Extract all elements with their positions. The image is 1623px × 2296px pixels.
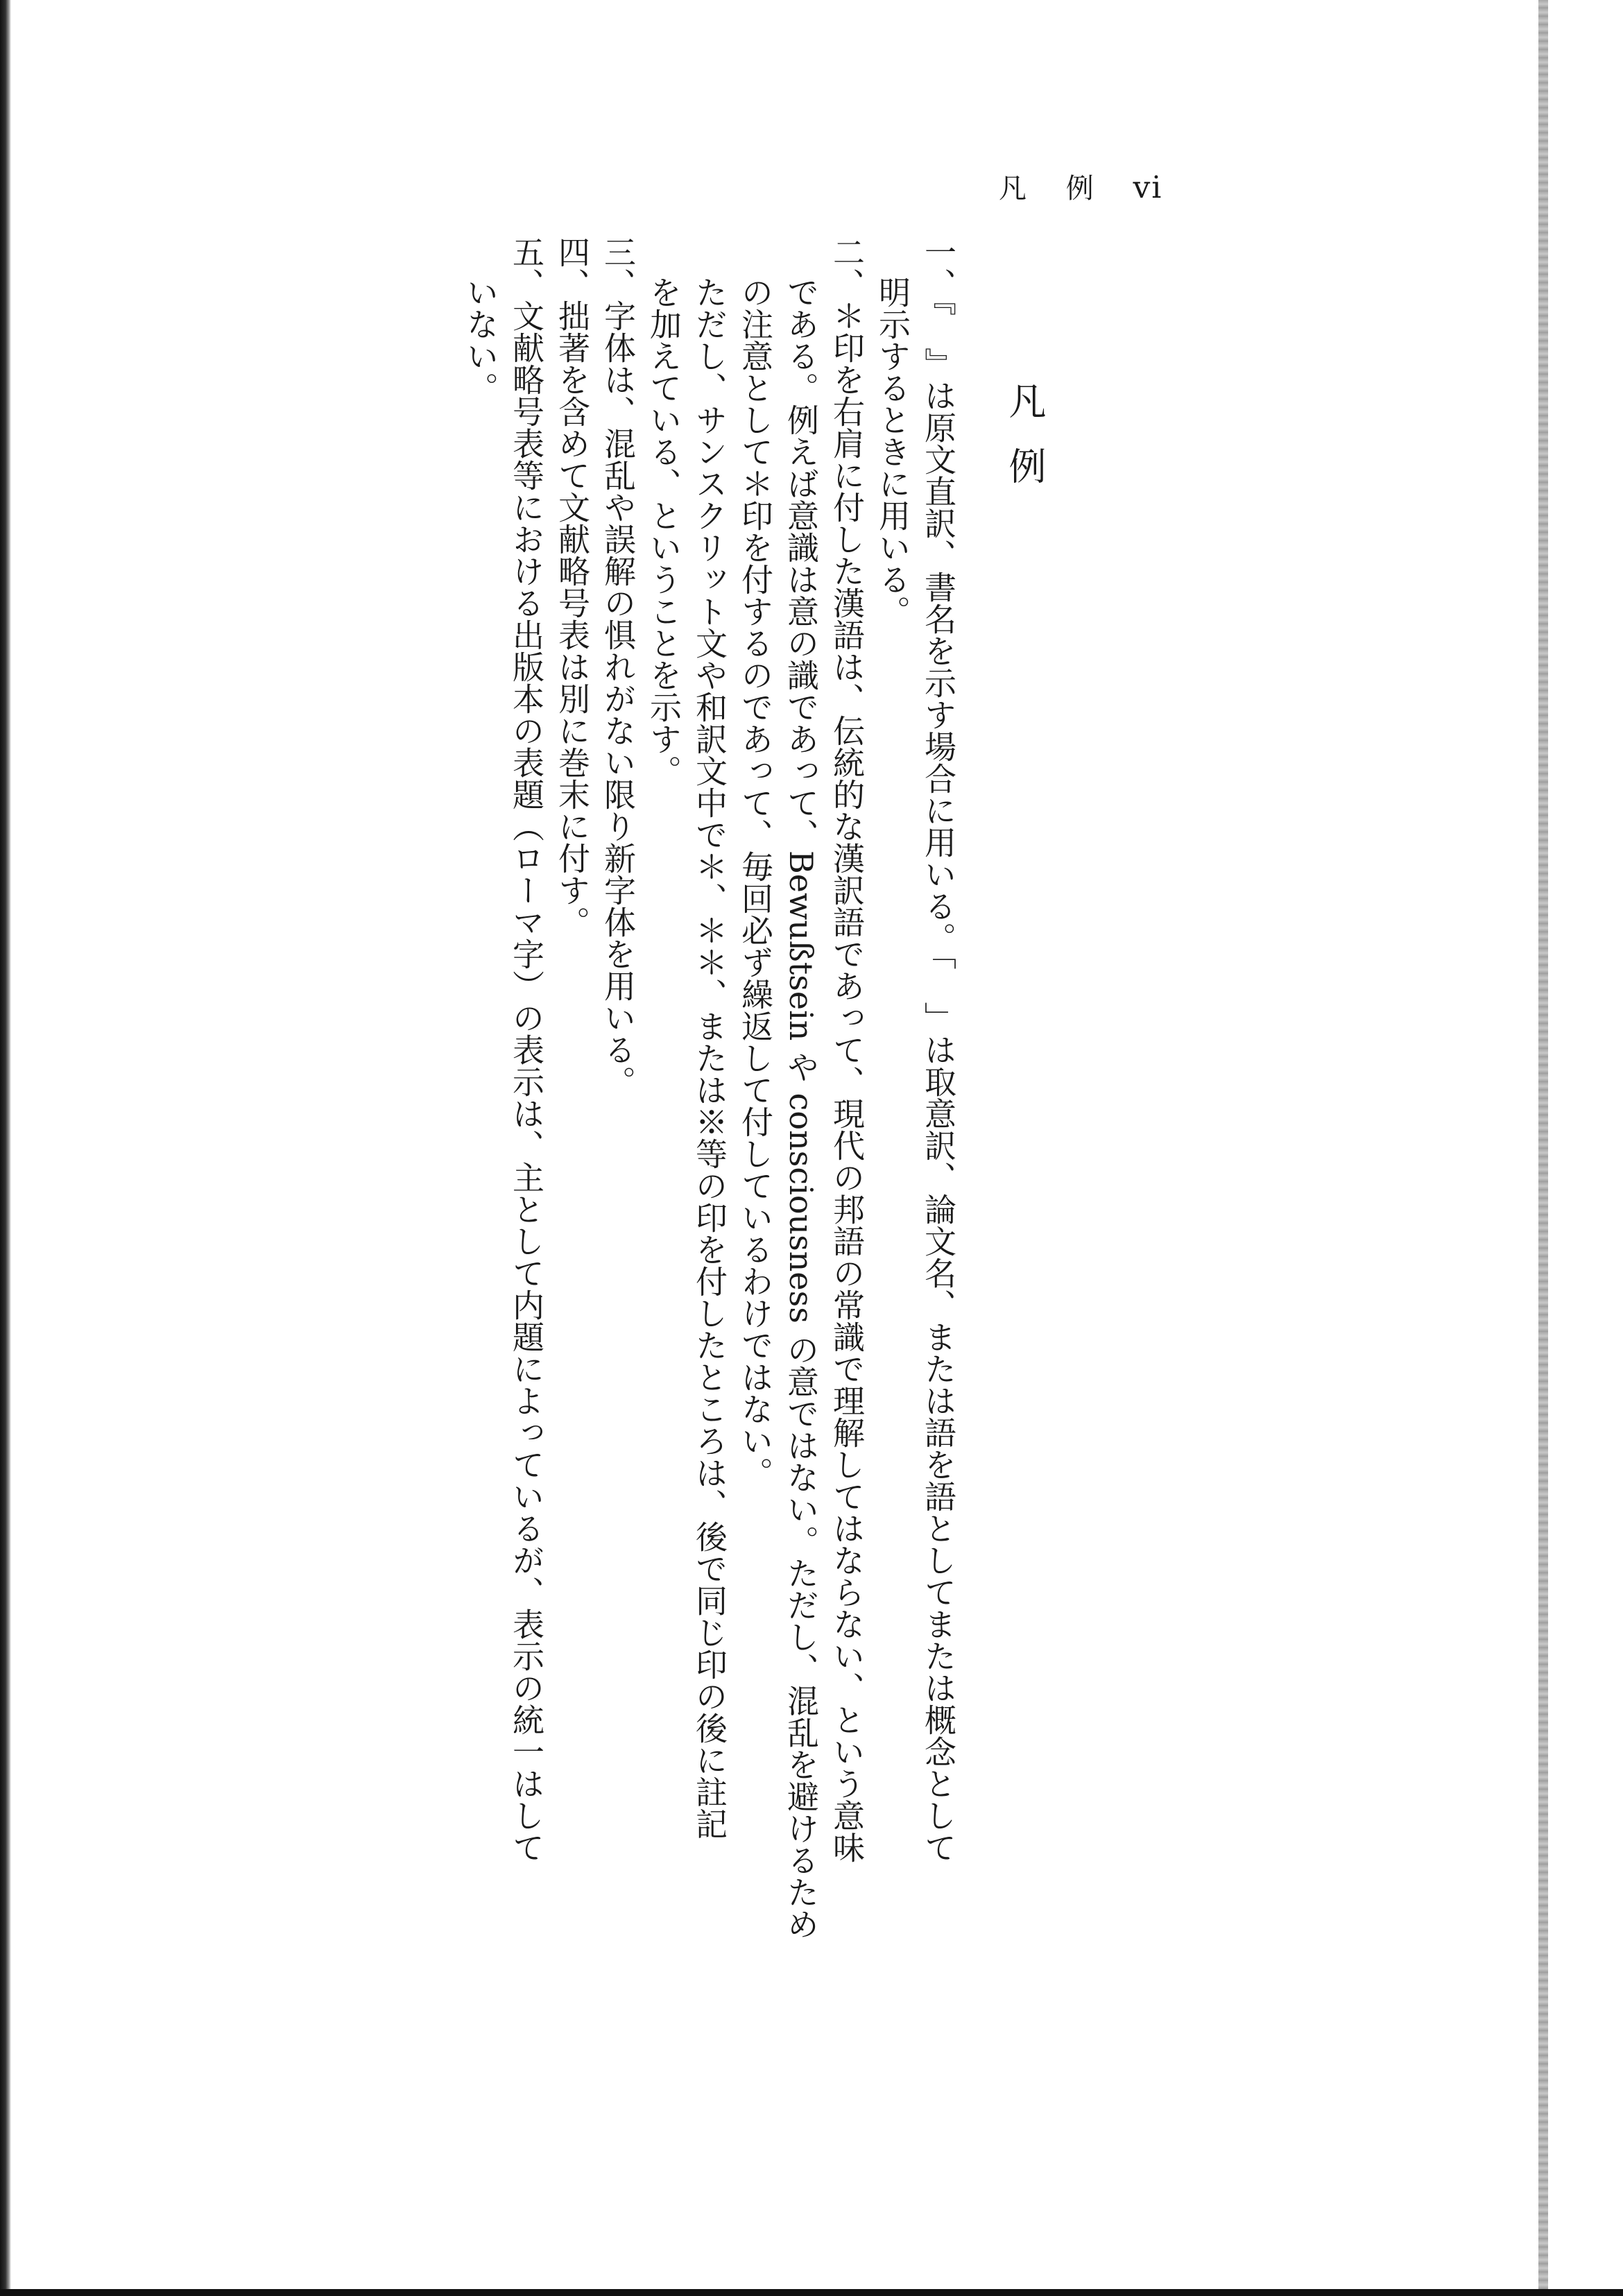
item-2-line-1: 二、＊印を右肩に付した漢語は、伝統的な漢訳語であって、現代の邦語の常識で理解してはならない、という意味 [828,236,866,1863]
item-5-line-2: いない。 [462,276,499,404]
item-2-line-5: を加えている、ということを示す。 [645,276,682,787]
running-head-title-left: 凡 [999,173,1028,205]
scan-edge-left [0,0,11,2296]
item-4: 四、拙著を含めて文献略号表は別に巻末に付す。 [553,236,591,938]
running-head-title-right: 例 [1065,173,1095,205]
scan-edge-bottom [0,2289,1623,2296]
scan-edge-right [1538,0,1548,2296]
page-number: vi [1133,170,1163,205]
page-title: 凡例 [1003,382,1047,512]
item-2-line-2: である。例えば意識は意の識であって、Bewußtsein や consciousness の意ではない。ただし、混乱を避けるため [782,276,820,1940]
body-text [458,236,1047,2150]
item-2-line-4: ただし、サンスクリット文や和訳文中で＊、＊＊、または※等の印を付したところは、後で同じ印の後に註記 [691,276,728,1840]
running-head [999,166,1162,206]
item-1-line-1: 一、『 』は原文直訳、書名を示す場合に用いる。「 」は取意訳、論文名、または語を語としてまたは概念として [920,236,957,1863]
item-1-line-2: 明示するときに用いる。 [874,276,911,627]
item-3: 三、字体は、混乱や誤解の惧れがない限り新字体を用いる。 [599,236,637,1097]
item-5-line-1: 五、文献略号表等における出版本の表題（ローマ字）の表示は、主として内題によっているが、表示の統一はして [508,236,545,1863]
item-2-line-3: の注意として＊印を付するのであって、毎回必ず繰返して付しているわけではない。 [737,276,774,1489]
